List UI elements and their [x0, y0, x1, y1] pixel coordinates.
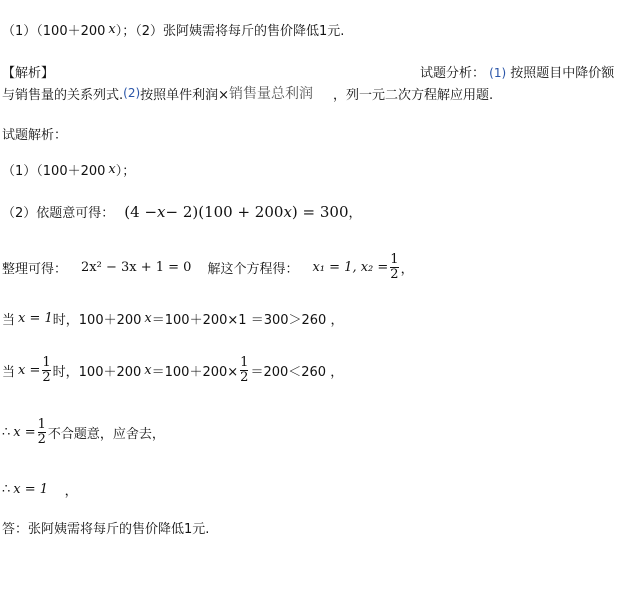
therefore-symbol-2: ∴ [2, 482, 11, 497]
organize-frac-den: 2 [390, 267, 399, 282]
line1-var-x: x [108, 22, 116, 37]
organize-fraction [390, 253, 398, 282]
final-answer-text: 答：张阿姨需将每斤的售价降低1元. [2, 522, 210, 537]
part1-var-x: x [108, 162, 116, 177]
solution-label [2, 124, 67, 143]
final-answer [2, 518, 209, 537]
analysis-line2-c: 销售量总利润 [229, 86, 314, 102]
analysis-line2-a: 与销售量的关系列式. [2, 87, 124, 103]
case2-fraction-2 [240, 356, 248, 385]
part-1 [2, 160, 135, 179]
case2-x: x = [18, 363, 41, 378]
organize-frac-num: 1 [390, 252, 399, 267]
case2-eq1: ＝100＋200× [151, 365, 239, 380]
analysis-right-label: 试题分析： [420, 66, 486, 81]
therefore-symbol: ∴ [2, 425, 11, 440]
analysis-line2-b: 按照单件利润× [140, 87, 230, 103]
case-2 [2, 356, 343, 385]
analysis-line2-d: ，列一元二次方程解应用题. [333, 87, 494, 103]
part2-var-x: x [157, 202, 166, 221]
organize-roots: x₁ = 1, x₂ = [312, 260, 389, 275]
part2-label: （2）依题意可得： [2, 206, 115, 221]
analysis-num-2: (2) [123, 86, 141, 100]
case1-var-x: x [144, 311, 152, 326]
analysis-line-2 [2, 83, 493, 103]
therefore-1 [2, 418, 165, 447]
case2-frac2-num: 1 [240, 355, 249, 370]
analysis-right [420, 62, 614, 81]
part2-eq-a: (4 − [124, 202, 158, 221]
therefore1-fraction [38, 418, 46, 447]
part2-var-x2: x [283, 202, 292, 221]
therefore1-frac-num: 1 [37, 417, 46, 432]
case1-mid: 时，100＋200 [52, 313, 142, 328]
case2-var-x: x [144, 363, 152, 378]
therefore1-frac-den: 2 [37, 432, 46, 447]
organize-end: ， [400, 262, 414, 277]
line1-part-a: （1）（100＋200 [2, 24, 106, 39]
analysis-num-1: (1) [489, 66, 507, 80]
part2-eq-b: − 2)(100 + 200 [165, 202, 284, 221]
organize-eq: 2x² − 3x + 1 = 0 [81, 260, 192, 275]
therefore1-text: 不合题意，应舍去， [47, 427, 165, 442]
part2-eq-c: ) = 300 [291, 202, 349, 221]
case2-fraction [42, 356, 50, 385]
line1-part-b: ）；（2）张阿姨需将每斤的售价降低1元. [115, 24, 345, 39]
part1-a: （1）（100＋200 [2, 164, 106, 179]
case1-eq: ＝100＋200×1 ＝300＞260 ， [151, 313, 344, 328]
organize-line [2, 253, 414, 282]
case1-x: x = 1 [18, 311, 53, 326]
therefore2-x: x = 1 [13, 482, 49, 497]
case2-pre: 当 [2, 365, 16, 380]
case2-frac2-den: 2 [240, 370, 249, 385]
case2-frac-den: 2 [42, 370, 51, 385]
case-1 [2, 309, 343, 328]
therefore2-text: ， [48, 484, 78, 499]
case2-mid: 时，100＋200 [52, 365, 142, 380]
case2-eq2: ＝200＜260 ， [250, 365, 344, 380]
organize-solve-label: 解这个方程得： [207, 262, 299, 277]
therefore-2 [2, 480, 78, 499]
part2-end: ， [348, 206, 362, 221]
analysis-header [2, 62, 54, 81]
case1-pre: 当 [2, 313, 16, 328]
analysis-label: 【解析】 [2, 66, 55, 81]
answer-line-1 [2, 20, 344, 39]
case2-frac-num: 1 [42, 355, 51, 370]
organize-label: 整理可得： [2, 262, 68, 277]
solution-label-text: 试题解析： [2, 128, 68, 143]
therefore1-x: x = [13, 425, 36, 440]
part1-b: ）； [115, 164, 136, 179]
part-2 [2, 202, 362, 221]
analysis-right-text: 按照题目中降价额 [510, 66, 615, 81]
